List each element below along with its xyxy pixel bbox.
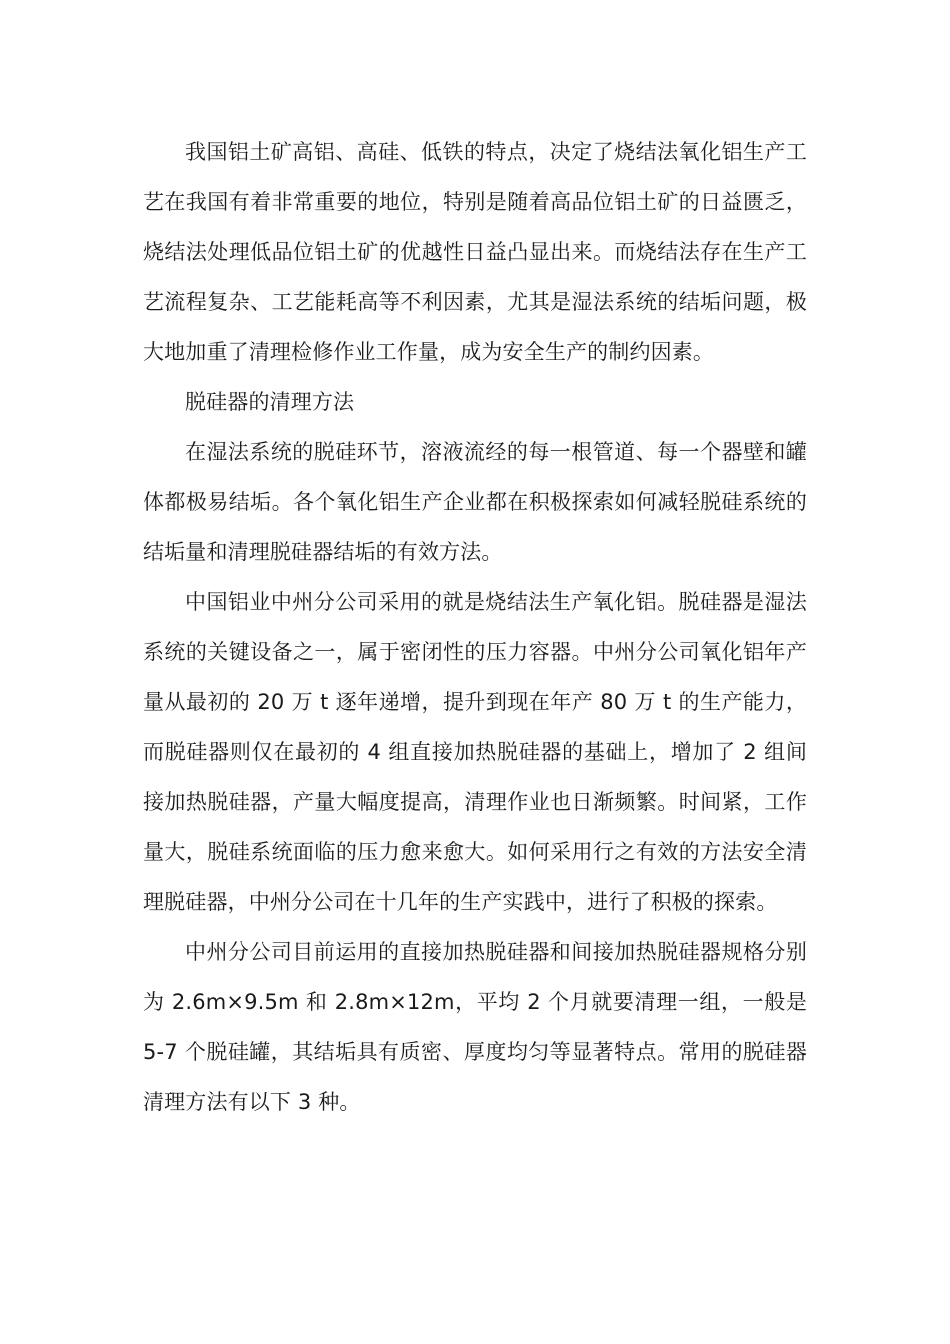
scaling-paragraph: 在湿法系统的脱硅环节，溶液流经的每一根管道、每一个器壁和罐体都极易结垢。各个氧化铝生产企业都在积极探索如何减轻脱硅系统的结垢量和清理脱硅器结垢的有效方法。 (143, 440, 807, 564)
intro-paragraph: 我国铝土矿高铝、高硅、低铁的特点，决定了烧结法氧化铝生产工艺在我国有着非常重要的地位，特别是随着高品位铝土矿的日益匮乏，烧结法处理低品位铝土矿的优越性日益凸显出来。而烧结法存在生产工艺流程复杂、工艺能耗高等不利因素，尤其是湿法系统的结垢问题，极大地加重了清理检修作业工作量，成为安全生产的制约因素。 (143, 140, 807, 364)
methods-paragraph: 中州分公司目前运用的直接加热脱硅器和间接加热脱硅器规格分别为 2.6m×9.5m 和 2.8m×12m，平均 2 个月就要清理一组，一般是 5-7 个脱硅罐，其结垢具有质密、厚度均匀等显著特点。常用的脱硅器清理方法有以下 3 种。 (143, 940, 807, 1114)
section-heading: 脱硅器的清理方法 (185, 390, 355, 414)
zhongzhou-paragraph: 中国铝业中州分公司采用的就是烧结法生产氧化铝。脱硅器是湿法系统的关键设备之一，属于密闭性的压力容器。中州分公司氧化铝年产量从最初的 20 万 t 逐年递增，提升到现在年产 80 万 t 的生产能力，而脱硅器则仅在最初的 4 组直接加热脱硅器的基础上，增加了 2 组间接加热脱硅器，产量大幅度提高，清理作业也日渐频繁。时间紧，工作量大，脱硅系统面临的压力愈来愈大。如何采用行之有效的方法安全清理脱硅器，中州分公司在十几年的生产实践中，进行了积极的探索。 (143, 590, 807, 914)
